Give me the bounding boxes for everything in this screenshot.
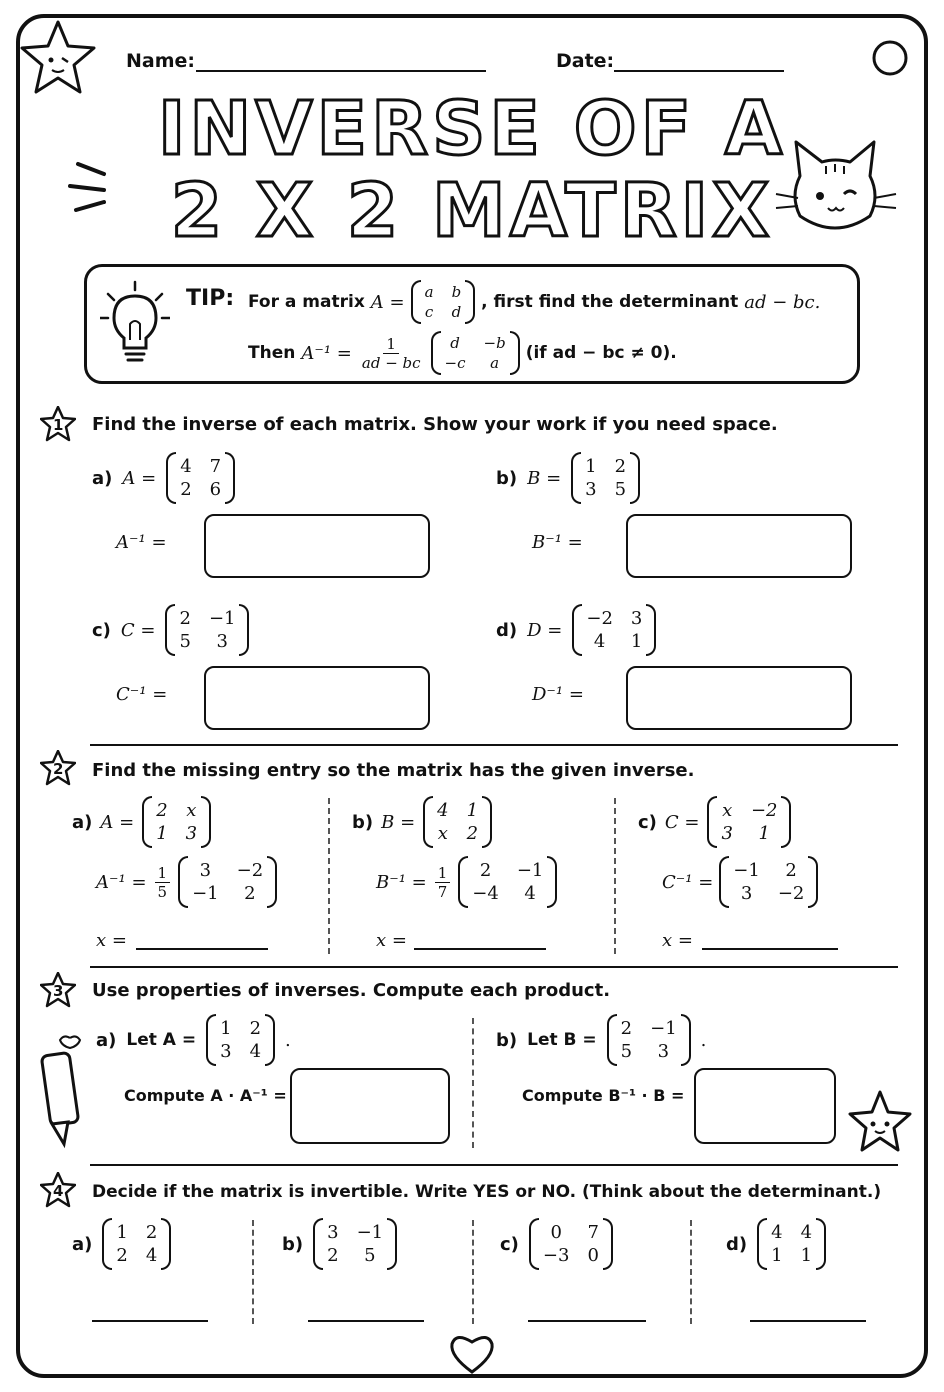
column-divider: [614, 798, 616, 954]
inverse-2c: C⁻¹ = −1 2 3 −2: [662, 856, 818, 908]
answer-label-1b: B⁻¹ =: [532, 532, 583, 553]
problem-4d: d) 4 4 1 1: [726, 1218, 826, 1270]
inverse-2a: A⁻¹ = $\frac{1}{5}$ 3 −2 −1 2: [96, 856, 277, 908]
x-answer-2a[interactable]: [136, 948, 268, 950]
heart-icon: [446, 1330, 498, 1376]
answer-box-1a[interactable]: [204, 514, 430, 578]
matrix-d: −2 3 4 1: [572, 604, 656, 656]
section-3-instruction: Use properties of inverses. Compute each product.: [92, 980, 611, 1001]
matrix-b: 1 2 3 5: [571, 452, 640, 504]
answer-label-1c: C⁻¹ =: [116, 684, 168, 705]
matrix-c: 2 −1 5 3: [165, 604, 249, 656]
answer-line-4d[interactable]: [750, 1320, 866, 1322]
column-divider: [328, 798, 330, 954]
answer-line-4a[interactable]: [92, 1320, 208, 1322]
compute-label-3b: Compute B⁻¹ · B =: [522, 1086, 685, 1105]
circle-doodle-icon: [868, 36, 912, 80]
section-3-number: 3: [53, 982, 64, 1000]
name-label: Name:: [126, 50, 196, 72]
problem-3a: a) Let A = 1 2 3 4 .: [96, 1014, 291, 1066]
problem-2c: c) C = x −2 3 1: [638, 796, 791, 848]
section-1-instruction: Find the inverse of each matrix. Show your work if you need space.: [92, 414, 778, 435]
section-2-instruction: Find the missing entry so the matrix has the given inverse.: [92, 760, 695, 781]
answer-label-1a: A⁻¹ =: [116, 532, 167, 553]
page-title-line2: 2 X 2 MATRIX: [170, 168, 774, 254]
pencil-icon: [40, 1032, 90, 1152]
inverse-2b: B⁻¹ = $\frac{1}{7}$ 2 −1 −4 4: [376, 856, 557, 908]
section-2-number: 2: [53, 760, 64, 778]
x-label-2c: x =: [662, 930, 693, 951]
page-title-line1: INVERSE OF A: [157, 86, 787, 172]
x-label-2a: x =: [96, 930, 127, 951]
problem-1d: d) D = −2 3 4 1: [496, 604, 656, 656]
tip-fraction: $\frac{1}{ad - bc}$: [361, 334, 421, 372]
answer-box-1b[interactable]: [626, 514, 852, 578]
problem-1b: b) B = 1 2 3 5: [496, 452, 640, 504]
column-divider: [252, 1220, 254, 1324]
smiling-star-icon: [842, 1084, 918, 1160]
general-matrix: a b c d: [411, 280, 476, 324]
tip-line1: For a matrix A = a b c d , first find the determinant ad − bc.: [248, 276, 820, 328]
answer-box-3a[interactable]: [290, 1068, 450, 1144]
problem-3b: b) Let B = 2 −1 5 3 .: [496, 1014, 706, 1066]
answer-line-4b[interactable]: [308, 1320, 424, 1322]
column-divider: [472, 1018, 474, 1148]
column-divider: [472, 1220, 474, 1324]
section-1-number: 1: [53, 416, 64, 434]
answer-box-1c[interactable]: [204, 666, 430, 730]
answer-box-3b[interactable]: [694, 1068, 836, 1144]
problem-1a: a) A = 4 7 2 6: [92, 452, 235, 504]
problem-2a: a) A = 2 x 1 3: [72, 796, 211, 848]
column-divider: [690, 1220, 692, 1324]
problem-4a: a) 1 2 2 4: [72, 1218, 171, 1270]
tip-line2: Then A⁻¹ = $\frac{1}{ad - bc}$ d −b −c a (if ad − bc ≠ 0).: [248, 328, 677, 378]
problem-4c: c) 0 7 −3 0: [500, 1218, 613, 1270]
x-answer-2c[interactable]: [702, 948, 838, 950]
adjugate-matrix: d −b −c a: [431, 331, 520, 375]
problem-4b: b) 3 −1 2 5: [282, 1218, 397, 1270]
x-answer-2b[interactable]: [414, 948, 546, 950]
tip-label: TIP:: [186, 286, 235, 311]
date-field[interactable]: [614, 70, 784, 72]
answer-label-1d: D⁻¹ =: [532, 684, 584, 705]
problem-1c: c) C = 2 −1 5 3: [92, 604, 249, 656]
x-label-2b: x =: [376, 930, 407, 951]
answer-line-4c[interactable]: [528, 1320, 646, 1322]
section-4-instruction: Decide if the matrix is invertible. Write YES or NO. (Think about the determinant.): [92, 1182, 882, 1202]
divider: [90, 966, 898, 968]
date-label: Date:: [556, 50, 615, 72]
matrix-a: 4 7 2 6: [166, 452, 235, 504]
answer-box-1d[interactable]: [626, 666, 852, 730]
divider: [90, 1164, 898, 1166]
compute-label-3a: Compute A · A⁻¹ =: [124, 1086, 287, 1105]
divider: [90, 744, 898, 746]
section-4-number: 4: [53, 1182, 64, 1200]
problem-2b: b) B = 4 1 x 2: [352, 796, 492, 848]
name-field[interactable]: [196, 70, 486, 72]
